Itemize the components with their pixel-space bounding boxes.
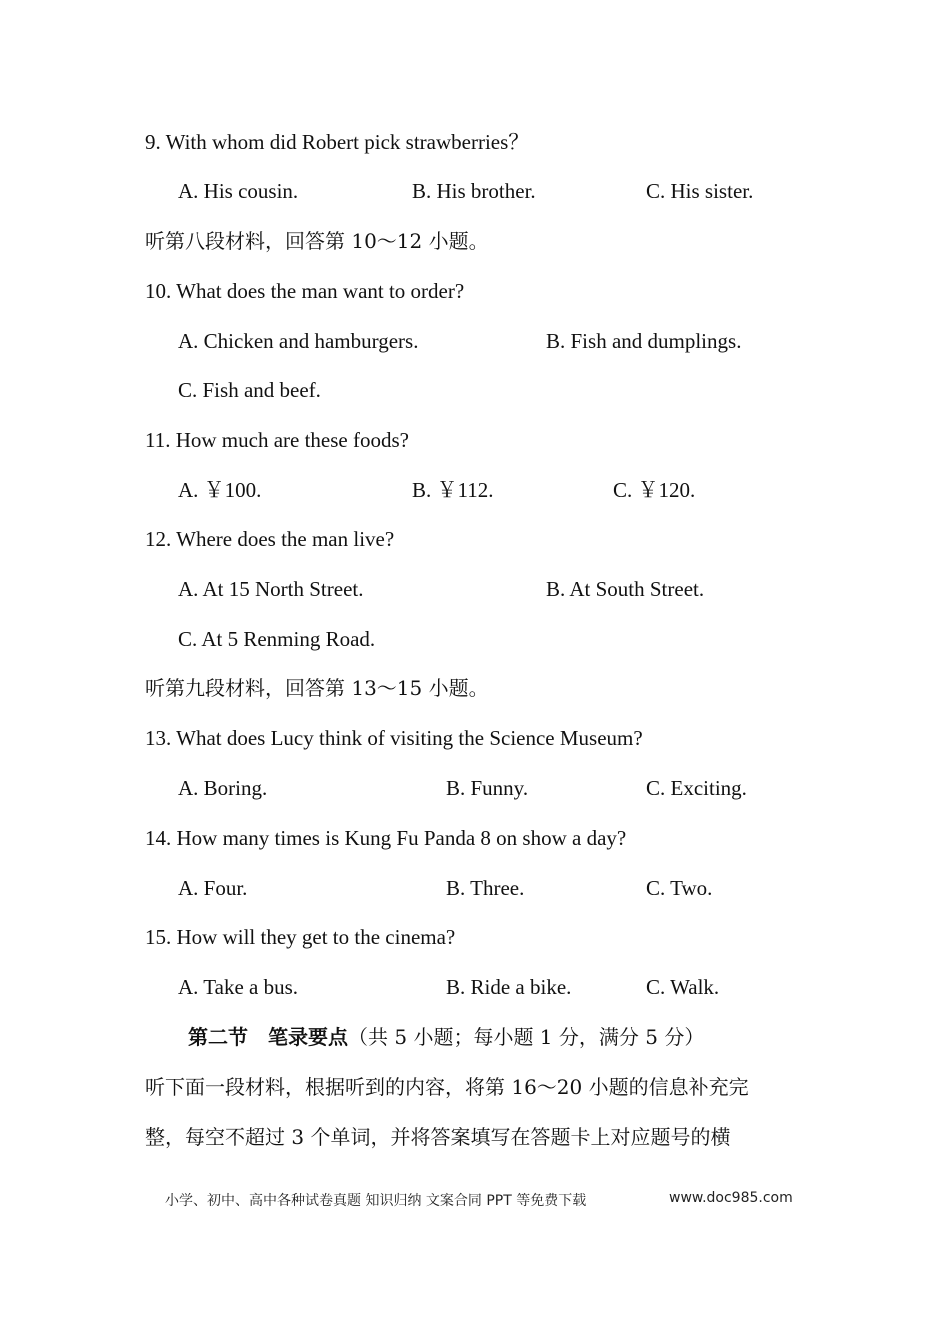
question-15: 15. How will they get to the cinema?	[145, 925, 456, 949]
section-2-note: （共 5 小题；每小题 1 分，满分 5 分）	[348, 1025, 705, 1049]
question-14: 14. How many times is Kung Fu Panda 8 on show a day?	[145, 826, 627, 850]
section-2-heading	[188, 1023, 704, 1051]
page-footer	[165, 1190, 793, 1210]
section-2-paragraph-line-2: 整，每空不超过 3 个单词，并将答案填写在答题卡上对应题号的横	[145, 1125, 731, 1149]
section-2-paragraph-line-1: 听下面一段材料，根据听到的内容，将第 16～20 小题的信息补充完	[145, 1075, 749, 1099]
q14-option-c: C. Two.	[646, 876, 713, 900]
question-9: 9. With whom did Robert pick strawberries？	[145, 130, 530, 154]
q10-option-c: C. Fish and beef.	[178, 378, 321, 402]
footer-url: www.doc985.com	[669, 1190, 793, 1206]
q9-option-a: A. His cousin.	[178, 179, 299, 203]
section-2-title: 第二节 笔录要点	[188, 1025, 348, 1049]
instruction-part-8: 听第八段材料，回答第 10～12 小题。	[145, 229, 489, 253]
footer-text: 小学、初中、高中各种试卷真题 知识归纳 文案合同 PPT 等免费下载	[165, 1193, 587, 1209]
q11-option-a: A. ￥100.	[178, 478, 262, 502]
q12-option-a: A. At 15 North Street.	[178, 577, 364, 601]
question-10: 10. What does the man want to order?	[145, 279, 465, 303]
q11-option-c: C. ￥120.	[613, 478, 696, 502]
q12-option-c: C. At 5 Renming Road.	[178, 627, 376, 651]
question-11: 11. How much are these foods?	[145, 428, 409, 452]
q9-option-c: C. His sister.	[646, 179, 754, 203]
q13-option-b: B. Funny.	[446, 776, 529, 800]
q14-option-a: A. Four.	[178, 876, 248, 900]
instruction-part-9: 听第九段材料，回答第 13～15 小题。	[145, 676, 489, 700]
q13-option-a: A. Boring.	[178, 776, 268, 800]
q12-option-b: B. At South Street.	[546, 577, 705, 601]
q14-option-b: B. Three.	[446, 876, 525, 900]
q11-option-b: B. ￥112.	[412, 478, 494, 502]
q10-option-b: B. Fish and dumplings.	[546, 329, 742, 353]
question-13: 13. What does Lucy think of visiting the Science Museum?	[145, 726, 643, 750]
q9-option-b: B. His brother.	[412, 179, 536, 203]
q10-option-a: A. Chicken and hamburgers.	[178, 329, 419, 353]
q15-option-b: B. Ride a bike.	[446, 975, 572, 999]
q15-option-a: A. Take a bus.	[178, 975, 299, 999]
question-12: 12. Where does the man live?	[145, 527, 395, 551]
q13-option-c: C. Exciting.	[646, 776, 747, 800]
q15-option-c: C. Walk.	[646, 975, 720, 999]
